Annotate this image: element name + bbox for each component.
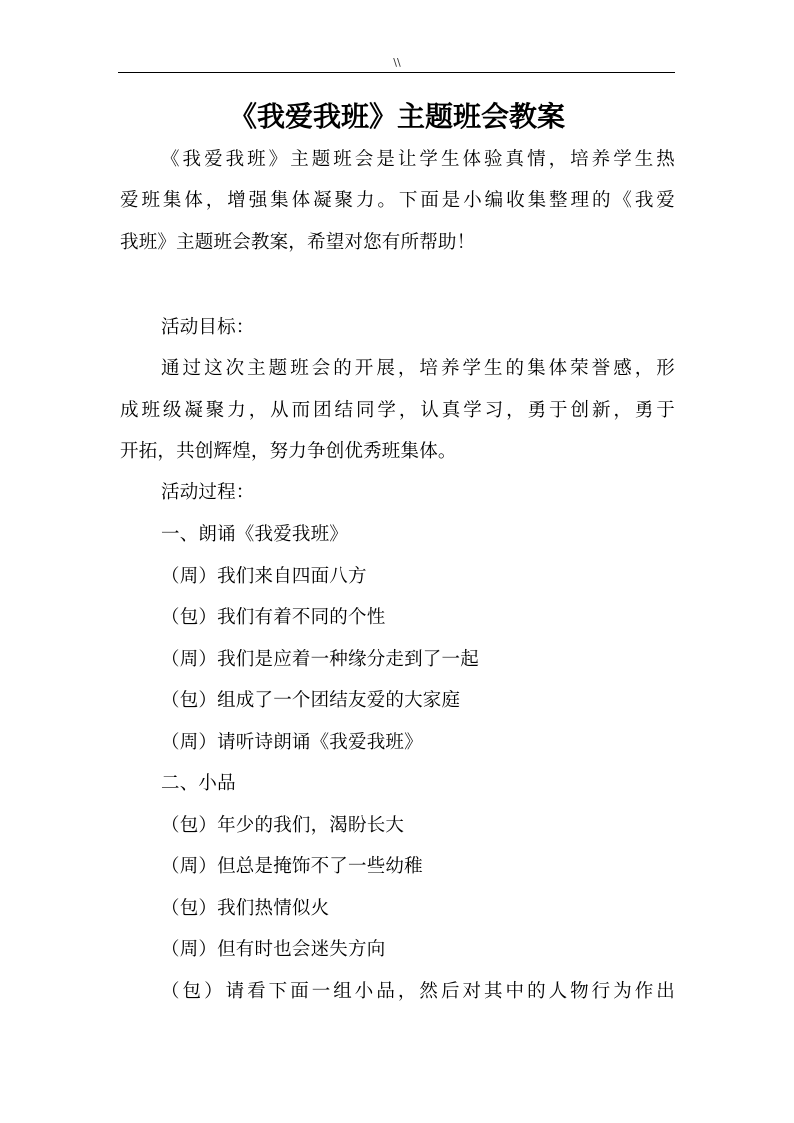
section2-line-5: （包）请看下面一组小品，然后对其中的人物行为作出 <box>161 981 675 1002</box>
intro-line-1: 《我爱我班》主题班会是让学生体验真情，培养学生热 <box>161 149 675 170</box>
goal-line-1: 通过这次主题班会的开展，培养学生的集体荣誉感，形 <box>161 358 675 379</box>
section1-line-5: （周）请听诗朗诵《我爱我班》 <box>161 732 423 753</box>
section2-line-4: （周）但有时也会迷失方向 <box>161 939 386 960</box>
section2-heading: 二、小品 <box>161 773 236 794</box>
section2-line-3: （包）我们热情似火 <box>161 898 330 919</box>
goal-line-3: 开拓，共创辉煌，努力争创优秀班集体。 <box>120 441 457 462</box>
header-rule <box>118 72 675 73</box>
header-mark: \\ <box>393 56 401 69</box>
section1-line-4: （包）组成了一个团结友爱的大家庭 <box>161 690 461 711</box>
section1-heading: 一、朗诵《我爱我班》 <box>161 524 349 545</box>
goal-heading: 活动目标： <box>161 317 255 338</box>
section1-line-2: （包）我们有着不同的个性 <box>161 607 386 628</box>
goal-line-2: 成班级凝聚力，从而团结同学，认真学习，勇于创新，勇于 <box>120 400 675 421</box>
intro-line-2: 爱班集体，增强集体凝聚力。下面是小编收集整理的《我爱 <box>120 190 675 211</box>
intro-line-3: 我班》主题班会教案，希望对您有所帮助！ <box>120 232 476 253</box>
section1-line-1: （周）我们来自四面八方 <box>161 566 367 587</box>
document-title: 《我爱我班》主题班会教案 <box>228 100 565 133</box>
section1-line-3: （周）我们是应着一种缘分走到了一起 <box>161 649 479 670</box>
section2-line-2: （周）但总是掩饰不了一些幼稚 <box>161 856 423 877</box>
section2-line-1: （包）年少的我们，渴盼长大 <box>161 815 405 836</box>
process-heading: 活动过程： <box>161 482 255 503</box>
